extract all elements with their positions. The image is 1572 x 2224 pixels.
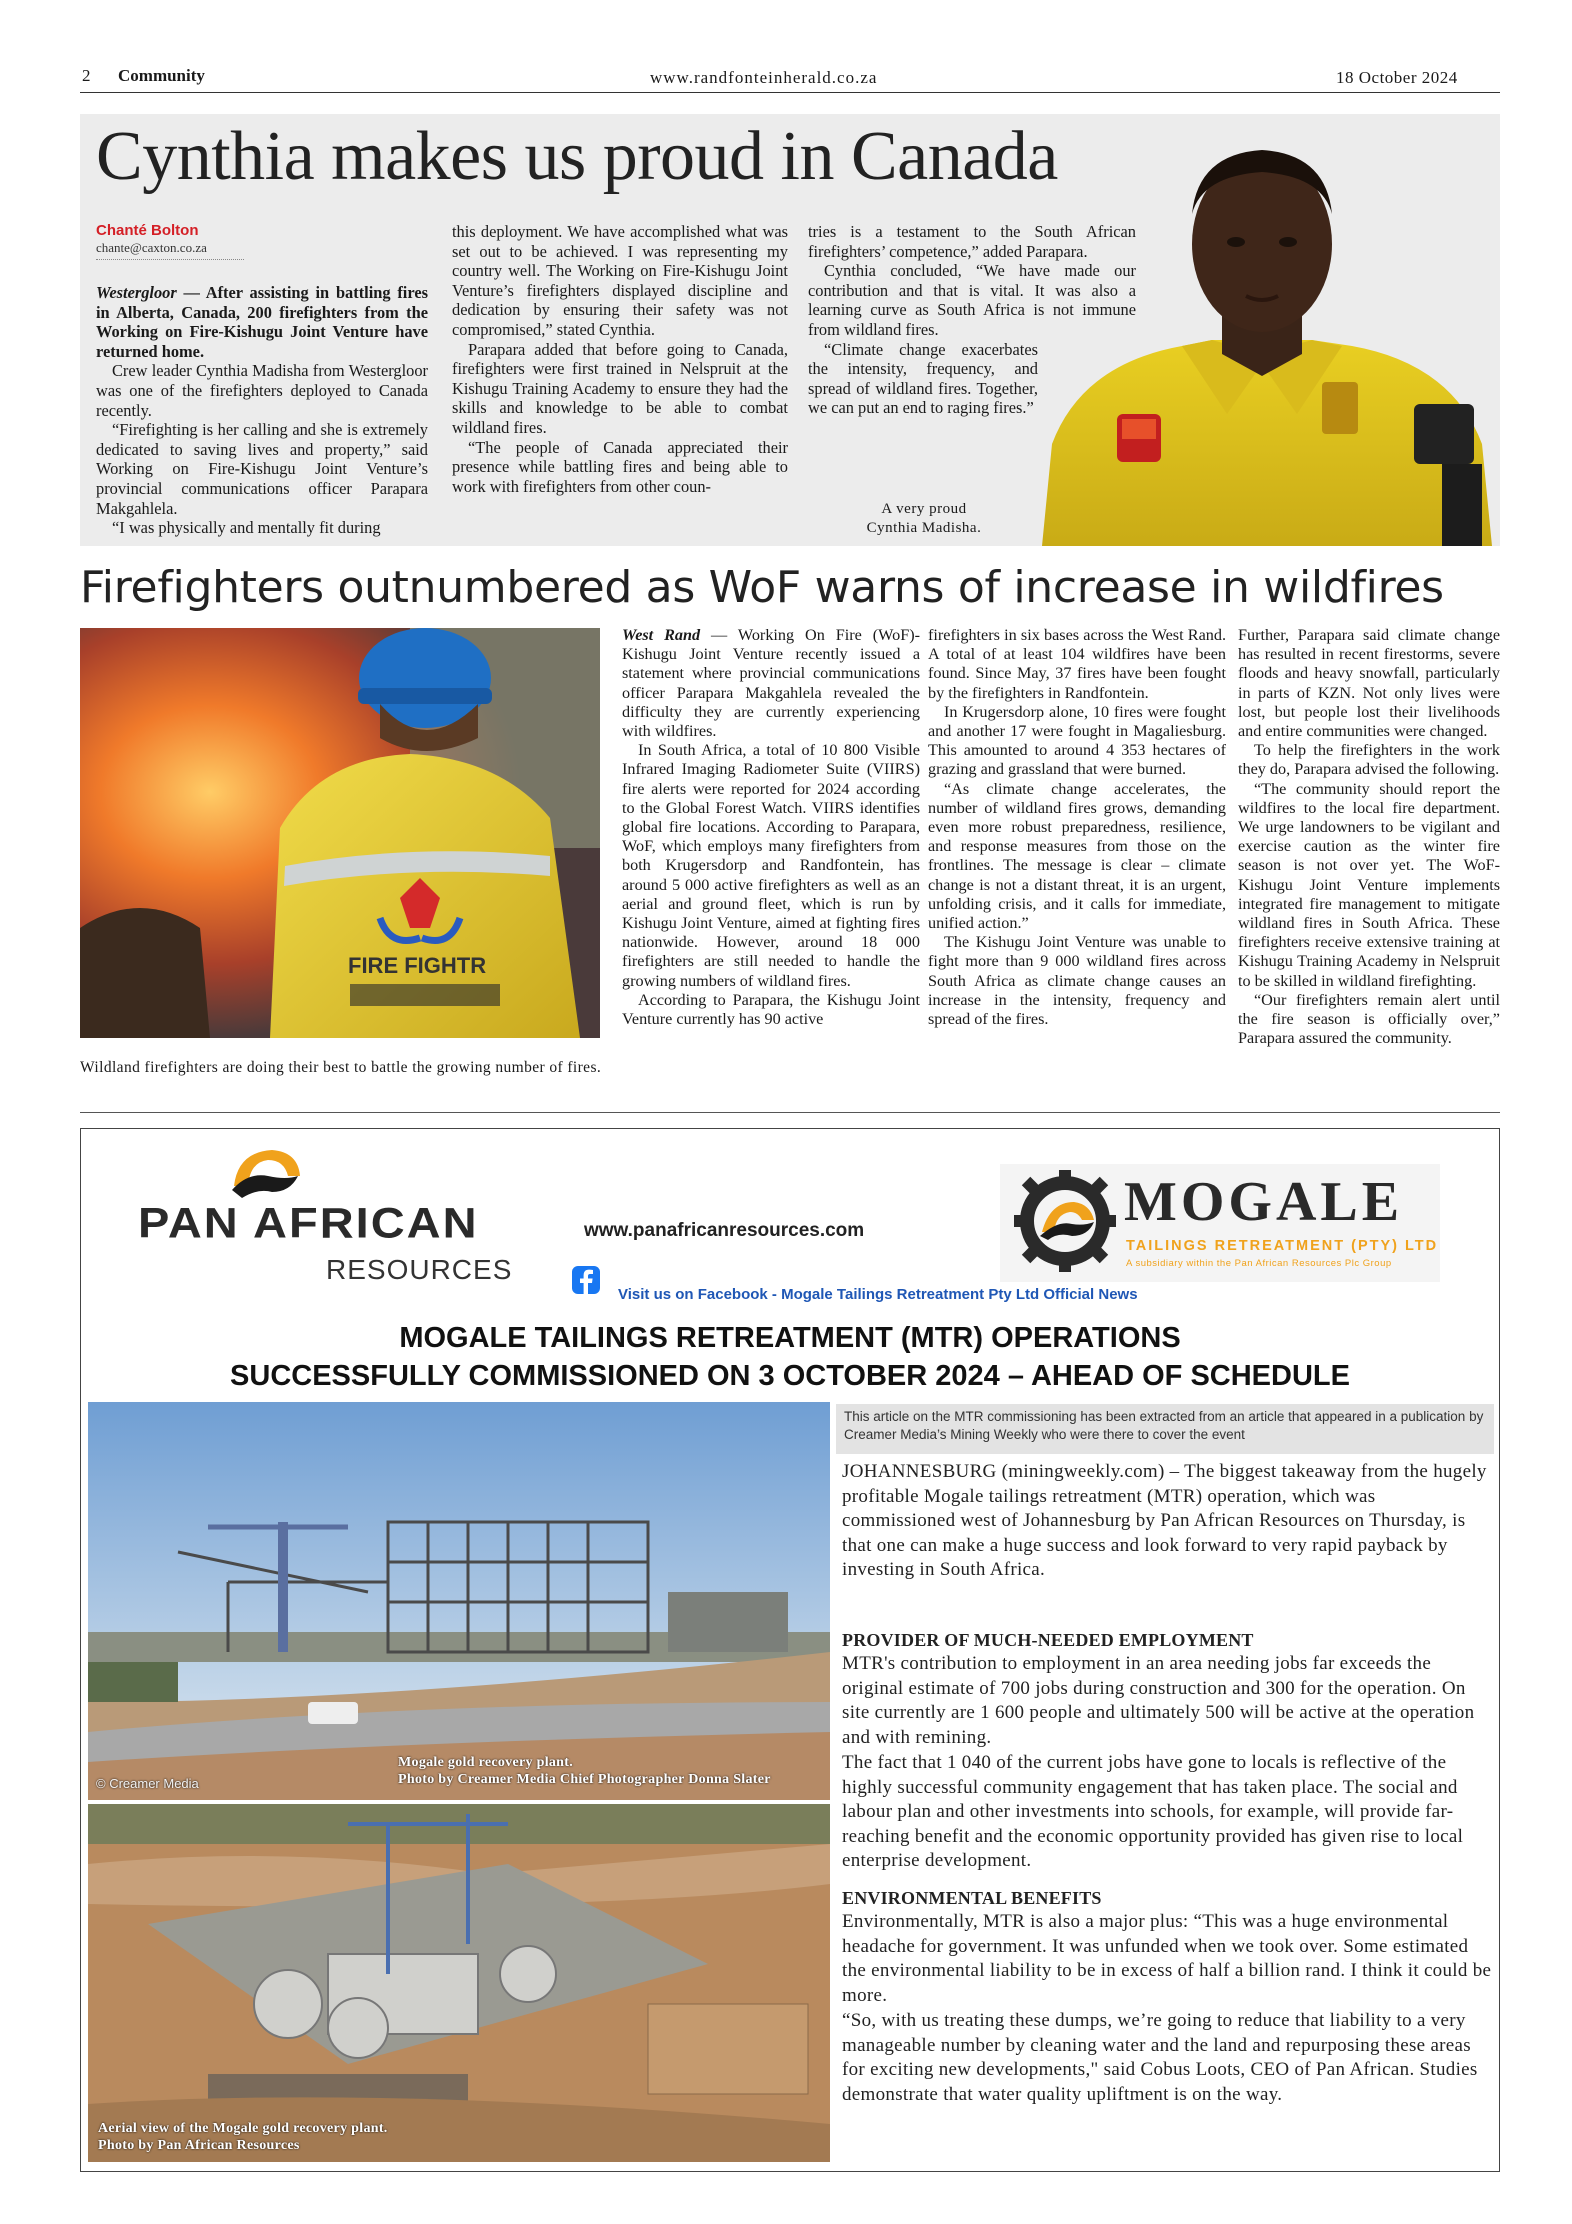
employment-paragraph-2: The fact that 1 040 of the current jobs have gone to locals is reflective of the highly successful community engagement that has taken place. The social and labour plan and other investments into schools, for example, will provide far-reaching benefit and the economic opportunity provided has given rise to local enterprise development.	[842, 1752, 1464, 1872]
paragraph: The Kishugu Joint Venture was unable to fight more than 9 000 wildland fires across South Africa as climate change causes an increase in the intensity, frequency and spread of the fires.	[928, 933, 1226, 1029]
mogale-gear-icon	[1010, 1166, 1120, 1281]
environment-subheading: ENVIRONMENTAL BENEFITS	[842, 1888, 1102, 1908]
paragraph: “Our firefighters remain alert until the fire season is officially over,” Parapara assured the community.	[1238, 990, 1500, 1048]
environment-paragraph-1: Environmentally, MTR is also a major plus: “This was a huge environmental headache for government. It was unfunded when we took over. Some estimated the environmental liability to be in excess of half a billion rand. I think it could be more.	[842, 1911, 1492, 2006]
ad-intro: JOHANNESBURG (miningweekly.com) – The biggest takeaway from the hugely profitable Mogale tailings retreatment (MTR) operation, which was commissioned west of Johannesburg by Pan African Resources on Thursday, is that one can make a huge success and look forward to very rapid payback by investing in South Africa.	[842, 1461, 1487, 1581]
recovery-plant-caption-line-2: Photo by Creamer Media Chief Photographer Donna Slater	[398, 1772, 771, 1787]
pan-african-wordmark: PAN AFRICAN	[138, 1198, 479, 1247]
site-url[interactable]: www.randfonteinherald.co.za	[650, 68, 878, 87]
mogale-subtitle: TAILINGS RETREATMENT (PTY) LTD	[1126, 1238, 1439, 1254]
paragraph: “Firefighting is her calling and she is extremely dedicated to saving lives and property,” said Working on Fire-Kishugu Joint Venture’s provincial communications officer Parapara Makgahlela.	[96, 420, 428, 518]
dateline: Westergloor	[96, 283, 177, 302]
section-rule	[80, 1112, 1500, 1113]
aerial-view-caption-line-2: Photo by Pan African Resources	[98, 2138, 300, 2153]
story1-column-1	[96, 283, 428, 538]
ad-headline-line-2: SUCCESSFULLY COMMISSIONED ON 3 OCTOBER 2024 – AHEAD OF SCHEDULE	[230, 1360, 1350, 1392]
aerial-view-photo	[88, 1804, 830, 2162]
facebook-icon[interactable]	[572, 1266, 600, 1294]
story2-headline: Firefighters outnumbered as WoF warns of increase in wildfires	[80, 562, 1444, 613]
byline-divider	[96, 259, 244, 260]
ad-headline-line-1: MOGALE TAILINGS RETREATMENT (MTR) OPERATIONS	[399, 1322, 1181, 1354]
lead-text: — Working On Fire (WoF)-Kishugu Joint Venture recently issued a statement where provincial communications officer Parapara Makgahlela revealed the difficulty they are currently experiencing with wildfires.	[622, 626, 920, 741]
story1-headline: Cynthia makes us proud in Canada	[96, 118, 1058, 195]
cynthia-photo-caption: A very proud Cynthia Madisha.	[866, 501, 982, 536]
mogale-wordmark: MOGALE	[1124, 1171, 1404, 1233]
paragraph: “I was physically and mentally fit during	[112, 518, 381, 538]
firefighter-photo	[80, 628, 600, 1038]
paragraph: In South Africa, a total of 10 800 Visible Infrared Imaging Radiometer Suite (VIIRS) fire alerts were reported for 2024 according to the Global Forest Watch. VIIRS identifies global fire locations. According to Parapara, WoF, which employs many firefighters from both Krugersdorp and Randfontein, has around 5 000 active firefighters as well as an aerial and ground fleet, which is run by Kishugu Joint Venture, aimed at fighting fires nationwide. However, around 18 000 firefighters are still needed to handle the growing numbers of wildland fires.	[622, 741, 920, 990]
firefighter-photo-caption: Wildland firefighters are doing their best to battle the growing number of fires.	[80, 1059, 602, 1076]
story2-column-3	[1238, 626, 1500, 1048]
facebook-link[interactable]: Visit us on Facebook - Mogale Tailings Retreatment Pty Ltd Official News	[618, 1286, 1138, 1303]
recovery-plant-photo	[88, 1402, 830, 1800]
paragraph: Further, Parapara said climate change has resulted in recent firestorms, severe floods and heavy snowfall, particularly in parts of KZN. Not only lives were lost, but people lost their livelihoods and entire communities were changed.	[1238, 626, 1500, 741]
environment-paragraph-2: “So, with us treating these dumps, we’re going to reduce that liability to a very manageable number by cleaning water and the land and repurposing these areas for exciting new developments," said Cobus Loots, CEO of Pan African. Studies demonstrate that water quality upliftment is on the way.	[842, 2010, 1478, 2105]
paragraph: tries is a testament to the South African firefighters’ competence,” added Parapara.	[808, 222, 1136, 261]
byline: Chanté Bolton	[96, 222, 199, 239]
photo-watermark: © Creamer Media	[96, 1776, 199, 1791]
pan-african-subword: RESOURCES	[326, 1254, 513, 1285]
mogale-tagline: A subsidiary within the Pan African Resources Plc Group	[1126, 1258, 1392, 1269]
page-number: 2	[82, 66, 91, 85]
paragraph: “The community should report the wildfires to the local fire department. We urge landowners to be vigilant and exercise caution as the winter fire season is not over yet. The WoF-Kishugu Joint Venture implements integrated fire management to mitigate wildland fires in South Africa. These firefighters receive extensive training at Kishugu Training Academy in Nelspruit to be skilled in wildland firefighting.	[1238, 779, 1500, 990]
paragraph: “As climate change accelerates, the number of wildland fires grows, demanding even more robust preparedness, resilience, and response measures from those on the frontlines. The message is clear – climate change is not a distant threat, it is an urgent, unfolding crisis, and it calls for immediate, unified action.”	[928, 779, 1226, 933]
lead-text: — After assisting in battling fires in Alberta, Canada, 200 firefighters from the Working on Fire-Kishugu Joint Venture have returned home.	[96, 283, 428, 361]
employment-paragraph-1: MTR's contribution to employment in an area needing jobs far exceeds the original estimate of 700 jobs during construction and 300 for the operation. On site currently are 1 600 people and ultimately 500 will be active at the operation and with remining.	[842, 1653, 1475, 1748]
paragraph: Parapara added that before going to Canada, firefighters were first trained in Nelspruit at the Kishugu Training Academy to ensure they had the skills and knowledge to be able to combat wildland fires.	[452, 339, 788, 437]
paragraph: “The people of Canada appreciated their presence while battling fires and being able to work with firefighters from other coun-	[452, 437, 788, 496]
paragraph: In Krugersdorp alone, 10 fires were fought and another 17 were fought in Magaliesburg. This amounted to around 4 353 hectares of grazing and grassland that were burned.	[928, 702, 1226, 779]
pan-african-website-link[interactable]: www.panafricanresources.com	[584, 1220, 865, 1241]
paragraph: Cynthia concluded, “We have made our contribution and that is vital. It was also a learning curve as South Africa is not immune from wildland fires.	[808, 261, 1136, 339]
paragraph: According to Parapara, the Kishugu Joint Venture currently has 90 active	[622, 990, 920, 1029]
aerial-view-caption-line-1: Aerial view of the Mogale gold recovery plant.	[98, 2121, 388, 2136]
story2-column-1	[622, 626, 920, 1029]
employment-subheading: PROVIDER OF MUCH-NEEDED EMPLOYMENT	[842, 1630, 1254, 1650]
section-name: Community	[118, 66, 205, 85]
recovery-plant-caption-line-1: Mogale gold recovery plant.	[398, 1755, 574, 1770]
header-rule	[80, 92, 1500, 93]
jacket-text: FIRE FIGHTR	[348, 953, 487, 978]
source-note: This article on the MTR commissioning has been extracted from an article that appeared in a publication by Creamer Media’s Mining Weekly who were there to cover the event	[836, 1404, 1494, 1454]
paragraph: Crew leader Cynthia Madisha from Westergloor was one of the firefighters deployed to Canada recently.	[96, 361, 428, 420]
byline-email[interactable]: chante@caxton.co.za	[96, 240, 207, 255]
dateline: West Rand	[622, 626, 701, 644]
paragraph: this deployment. We have accomplished what was set out to be achieved. I was representing my country well. The Working on Fire-Kishugu Joint Venture’s firefighters displayed discipline and dedication by ensuring their safety was not compromised,” stated Cynthia.	[452, 222, 788, 339]
paragraph: firefighters in six bases across the West Rand. A total of at least 104 wildfires have been found. Since May, 37 fires have been fought by the firefighters in Randfontein.	[928, 626, 1226, 702]
story1-column-2	[452, 222, 788, 496]
issue-date: 18 October 2024	[1336, 68, 1458, 87]
story1-column-3	[808, 222, 1136, 418]
paragraph: “Climate change exacerbates the intensity, frequency, and spread of wildland fires. Together, we can put an end to raging fires.”	[808, 339, 1038, 418]
story2-column-2	[928, 626, 1226, 1029]
paragraph: To help the firefighters in the work they do, Parapara advised the following.	[1238, 741, 1500, 779]
